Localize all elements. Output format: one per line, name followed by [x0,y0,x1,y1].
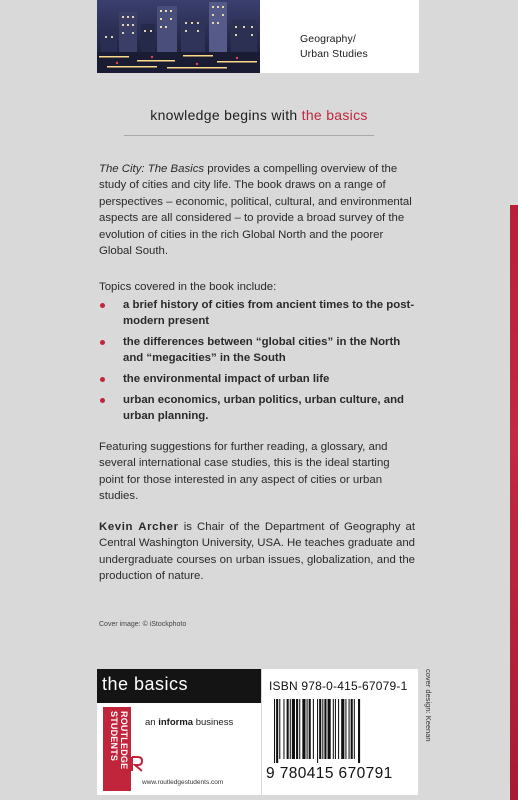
featuring-paragraph: Featuring suggestions for further reading, a glossary, and several international case studies, this is the ideal starting point for those interested in any aspect of cities or urban studies. [99,441,390,503]
barcode-box [262,669,418,795]
list-item: urban economics, urban politics, urban culture, and urban planning. [99,392,419,424]
routledge-logo [103,707,131,791]
barcode-number: 9 780415 670791 [266,765,393,782]
bullet-icon [100,377,105,382]
tagline-divider [124,135,374,136]
topics-label: Topics covered in the book include: [99,281,277,293]
subject-line-2: Urban Studies [300,48,368,60]
series-tagline [0,107,518,123]
list-item: the environmental impact of urban life [99,371,419,387]
tagline-accent: the basics [301,107,368,123]
series-logo-box [97,669,261,795]
list-item: a brief history of cities from ancient times to the post-modern present [99,297,419,329]
publisher-website: www.routledgestudents.com [142,779,224,786]
book-title: The City: The Basics [99,163,205,175]
barcode-icon [274,699,410,763]
subject-category-box [260,0,419,73]
series-band [97,669,261,703]
bullet-icon [100,303,105,308]
intro-text: provides a compelling overview of the study of cities and city life. The book draws on a range of perspectives – economic, political, cultural, and environmental aspects are all considered – to provide a broad survey of the evolution of cities in the rich Global North and the poorer Global South. [99,163,412,258]
cover-design-credit: cover design: Keenan [424,669,433,742]
isbn-label: ISBN 978-0-415-67079-1 [269,679,408,693]
series-title: the basics [102,674,189,694]
author-bio-text: is Chair of the Department of Geography at Central Washington University, USA. He teaches graduate and undergraduate courses on urban issues, globalization, and the production of nature. [99,521,415,583]
bullet-icon [100,340,105,345]
informa-business-text: an informa business [145,717,234,728]
intro-paragraph [99,161,415,259]
city-night-photo [97,0,260,73]
publisher-vertical-text: ROUTLEDGE STUDENTS [109,711,129,770]
list-item: the differences between “global cities” in the North and “megacities” in the South [99,334,419,366]
routledge-r-icon [130,755,144,773]
topics-list [99,297,419,429]
author-bio [99,519,415,585]
tagline-lead: knowledge begins with [150,107,302,123]
author-name: Kevin Archer [99,521,179,533]
red-spine-strip [510,205,518,800]
bullet-icon [100,398,105,403]
cover-image-credit: Cover image: © iStockphoto [99,621,187,628]
subject-line-1: Geography/ [300,33,356,45]
